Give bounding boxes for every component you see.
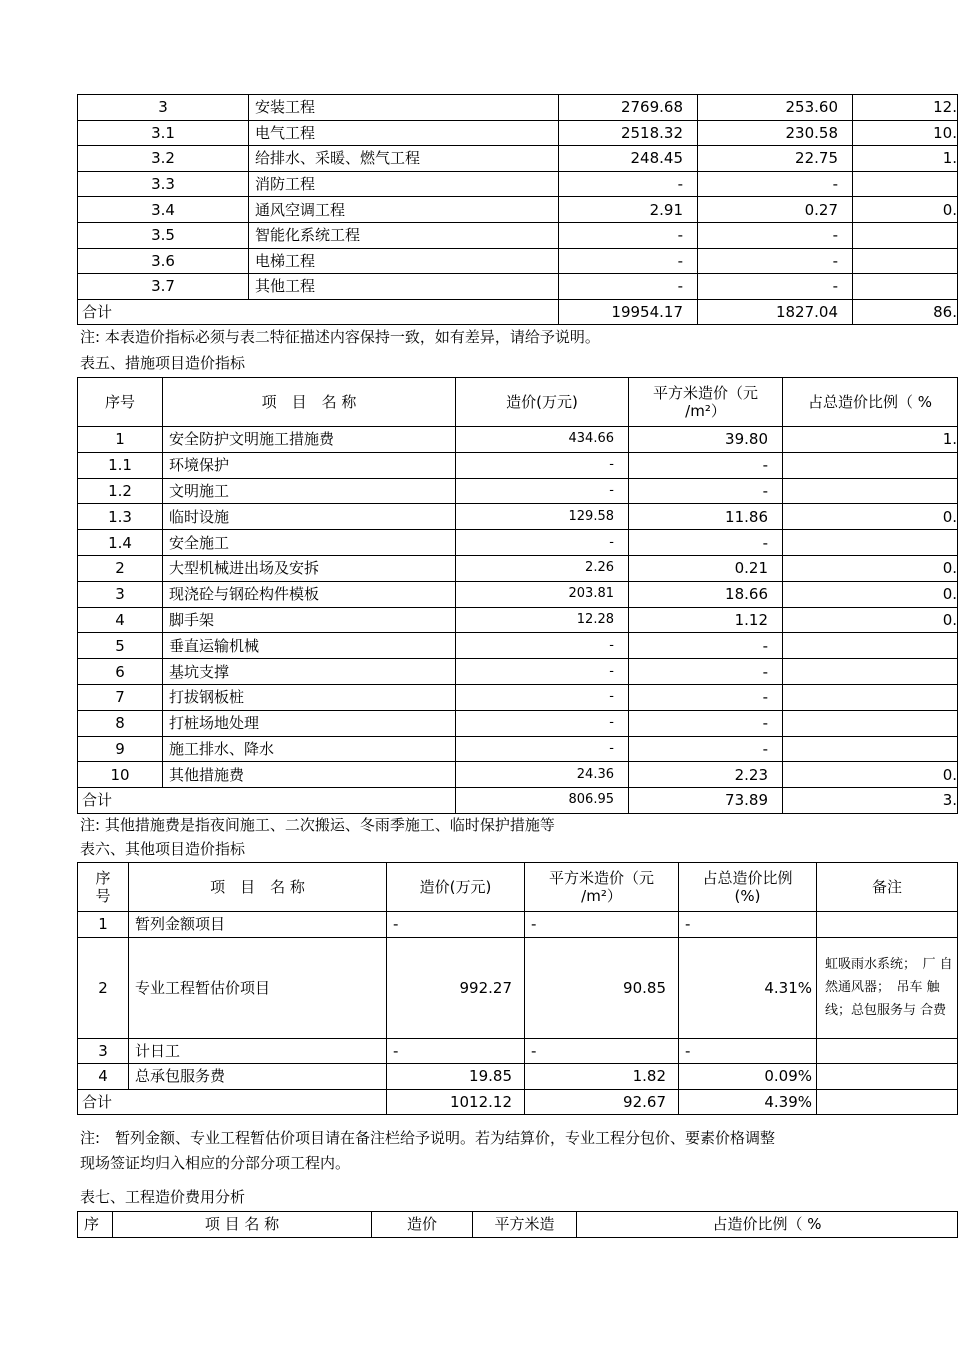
header-no-line1: 序: [95, 869, 111, 887]
row-name: 基坑支撑: [163, 659, 456, 685]
row-remark: [817, 912, 958, 938]
row-per-m2: 22.75: [698, 146, 853, 172]
row-no: 1: [78, 427, 163, 453]
row-no: 9: [78, 736, 163, 762]
table5-header-row: [78, 378, 958, 427]
header-ratio: 占总造价比例（ %: [783, 378, 958, 427]
row-per-m2: 0.21: [629, 555, 783, 581]
row-cost: -: [456, 684, 629, 710]
row-per-m2: -: [629, 452, 783, 478]
table7: [77, 1211, 958, 1238]
table-row: [78, 248, 958, 274]
table-row: [78, 504, 958, 530]
row-name: 大型机械进出场及安拆: [163, 555, 456, 581]
row-name: 消防工程: [249, 171, 559, 197]
table-row: [78, 659, 958, 685]
table-row: [78, 120, 958, 146]
row-remark: [817, 1064, 958, 1090]
header-name: 项 目 名 称: [113, 1212, 372, 1238]
row-name: 总承包服务费: [129, 1064, 387, 1090]
row-no: 3.5: [78, 222, 249, 248]
table-row: [78, 478, 958, 504]
row-no: 1: [78, 912, 129, 938]
row-ratio: [783, 659, 958, 685]
row-ratio: [853, 171, 958, 197]
row-no: 3.2: [78, 146, 249, 172]
row-cost: 2769.68: [559, 95, 698, 121]
row-per-m2: -: [698, 274, 853, 300]
row-cost: -: [456, 530, 629, 556]
row-cost: -: [559, 248, 698, 274]
row-name: 环境保护: [163, 452, 456, 478]
table-row: [78, 530, 958, 556]
row-name: 暂列金额项目: [129, 912, 387, 938]
total-cost: 19954.17: [559, 299, 698, 325]
row-name: 文明施工: [163, 478, 456, 504]
table-total-row: [78, 788, 958, 814]
row-cost: -: [559, 222, 698, 248]
header-ratio: 占造价比例（ %: [577, 1212, 958, 1238]
row-no: 1.2: [78, 478, 163, 504]
row-cost: -: [387, 1038, 525, 1064]
row-ratio: [783, 478, 958, 504]
row-per-m2: -: [525, 1038, 679, 1064]
total-label: 合计: [78, 788, 456, 814]
table-row: [78, 452, 958, 478]
row-per-m2: -: [629, 530, 783, 556]
row-ratio: 0.: [853, 197, 958, 223]
row-per-m2: -: [629, 659, 783, 685]
row-per-m2: -: [629, 710, 783, 736]
row-no: 1.1: [78, 452, 163, 478]
table5-note: 注: 其他措施费是指夜间施工、二次搬运、冬雨季施工、临时保护措施等: [80, 816, 555, 834]
total-per-m2: 1827.04: [698, 299, 853, 325]
total-ratio: 3.: [783, 788, 958, 814]
row-name: 专业工程暂估价项目: [129, 937, 387, 1038]
row-per-m2: 253.60: [698, 95, 853, 121]
row-name: 其他措施费: [163, 762, 456, 788]
row-no: 3: [78, 581, 163, 607]
table-row: [78, 1064, 958, 1090]
row-name: 智能化系统工程: [249, 222, 559, 248]
total-per-m2: 73.89: [629, 788, 783, 814]
table-row: [78, 607, 958, 633]
row-per-m2: 1.12: [629, 607, 783, 633]
row-per-m2: 11.86: [629, 504, 783, 530]
row-name: 临时设施: [163, 504, 456, 530]
total-cost: 806.95: [456, 788, 629, 814]
row-no: 6: [78, 659, 163, 685]
row-no: 2: [78, 937, 129, 1038]
row-cost: 203.81: [456, 581, 629, 607]
row-per-m2: 1.82: [525, 1064, 679, 1090]
total-label: 合计: [78, 299, 559, 325]
row-per-m2: -: [629, 736, 783, 762]
row-ratio: [783, 452, 958, 478]
row-no: 3.4: [78, 197, 249, 223]
header-per-m2-line1: 平方米造价（元: [652, 384, 758, 402]
row-ratio: 1.: [783, 427, 958, 453]
row-ratio: [783, 633, 958, 659]
table-row: [78, 684, 958, 710]
row-cost: -: [456, 736, 629, 762]
table7-header-row: [78, 1212, 958, 1238]
table5-title: 表五、措施项目造价指标: [80, 354, 246, 372]
header-ratio-line2: (%): [734, 887, 761, 905]
row-no: 2: [78, 555, 163, 581]
row-cost: 12.28: [456, 607, 629, 633]
row-per-m2: -: [629, 684, 783, 710]
table-row: [78, 762, 958, 788]
row-per-m2: 18.66: [629, 581, 783, 607]
header-cost: 造价: [372, 1212, 473, 1238]
row-cost: -: [559, 171, 698, 197]
table-row: [78, 937, 958, 1038]
row-per-m2: 2.23: [629, 762, 783, 788]
row-cost: -: [456, 633, 629, 659]
row-name: 安全施工: [163, 530, 456, 556]
table6: [77, 862, 958, 1115]
row-no: 3.6: [78, 248, 249, 274]
header-no-line2: 号: [95, 887, 111, 905]
row-per-m2: 90.85: [525, 937, 679, 1038]
total-per-m2: 92.67: [525, 1089, 679, 1115]
row-no: 3.7: [78, 274, 249, 300]
table-row: [78, 146, 958, 172]
row-ratio: -: [679, 912, 817, 938]
table6-title: 表六、其他项目造价指标: [80, 840, 246, 858]
row-ratio: [783, 736, 958, 762]
row-cost: 248.45: [559, 146, 698, 172]
row-cost: -: [456, 710, 629, 736]
row-per-m2: 0.27: [698, 197, 853, 223]
row-per-m2: -: [629, 633, 783, 659]
row-ratio: [853, 222, 958, 248]
row-no: 3.3: [78, 171, 249, 197]
header-no: [78, 863, 129, 912]
row-per-m2: -: [629, 478, 783, 504]
row-cost: 2.26: [456, 555, 629, 581]
row-no: 3: [78, 1038, 129, 1064]
row-ratio: 0.: [783, 607, 958, 633]
table-row: [78, 95, 958, 121]
row-no: 7: [78, 684, 163, 710]
table-row: [78, 633, 958, 659]
row-ratio: 10.: [853, 120, 958, 146]
table6-note-line2: 现场签证均归入相应的分部分项工程内。: [80, 1154, 351, 1172]
row-cost: 992.27: [387, 937, 525, 1038]
table-total-row: [78, 299, 958, 325]
row-no: 5: [78, 633, 163, 659]
row-name: 计日工: [129, 1038, 387, 1064]
row-ratio: [853, 274, 958, 300]
row-cost: -: [456, 659, 629, 685]
row-ratio: -: [679, 1038, 817, 1064]
table6-header-row: [78, 863, 958, 912]
table6-note-line1: 注: 暂列金额、专业工程暂估价项目请在备注栏给予说明。若为结算价，专业工程分包价、要素价格调整: [80, 1129, 776, 1147]
row-name: 脚手架: [163, 607, 456, 633]
row-no: 8: [78, 710, 163, 736]
row-cost: 19.85: [387, 1064, 525, 1090]
header-per-m2-line1: 平方米造价（元: [548, 869, 654, 887]
row-name: 垂直运输机械: [163, 633, 456, 659]
row-name: 其他工程: [249, 274, 559, 300]
header-name: 项 目 名 称: [163, 378, 456, 427]
total-ratio: 86.: [853, 299, 958, 325]
total-remark: [817, 1089, 958, 1115]
header-per-m2-line2: /m²）: [581, 887, 622, 905]
row-cost: -: [559, 274, 698, 300]
row-per-m2: -: [698, 171, 853, 197]
row-ratio: [783, 530, 958, 556]
header-ratio-line1: 占总造价比例: [702, 869, 793, 887]
row-ratio: 0.: [783, 581, 958, 607]
row-name: 安装工程: [249, 95, 559, 121]
row-ratio: 0.: [783, 555, 958, 581]
row-cost: 2518.32: [559, 120, 698, 146]
row-ratio: 12.: [853, 95, 958, 121]
row-ratio: [783, 710, 958, 736]
header-ratio: [679, 863, 817, 912]
header-cost: 造价(万元): [456, 378, 629, 427]
row-name: 安全防护文明施工措施费: [163, 427, 456, 453]
table-row: [78, 912, 958, 938]
row-name: 施工排水、降水: [163, 736, 456, 762]
table-row: [78, 581, 958, 607]
row-ratio: 0.: [783, 762, 958, 788]
table-row: [78, 710, 958, 736]
header-no: 序: [78, 1212, 113, 1238]
total-label: 合计: [78, 1089, 387, 1115]
row-name: 打拔钢板桩: [163, 684, 456, 710]
row-no: 10: [78, 762, 163, 788]
row-no: 1.3: [78, 504, 163, 530]
row-cost: 2.91: [559, 197, 698, 223]
row-cost: -: [456, 452, 629, 478]
row-ratio: 0.09%: [679, 1064, 817, 1090]
row-cost: 24.36: [456, 762, 629, 788]
row-per-m2: 230.58: [698, 120, 853, 146]
table-row: [78, 427, 958, 453]
row-cost: 129.58: [456, 504, 629, 530]
row-cost: -: [456, 478, 629, 504]
table-row: [78, 1038, 958, 1064]
header-name: 项 目 名 称: [129, 863, 387, 912]
row-name: 电气工程: [249, 120, 559, 146]
header-no: 序号: [78, 378, 163, 427]
table4: [77, 94, 958, 325]
row-per-m2: -: [698, 248, 853, 274]
row-name: 给排水、采暖、燃气工程: [249, 146, 559, 172]
table-row: [78, 197, 958, 223]
row-per-m2: 39.80: [629, 427, 783, 453]
row-name: 现浇砼与钢砼构件模板: [163, 581, 456, 607]
row-cost: 434.66: [456, 427, 629, 453]
row-per-m2: -: [525, 912, 679, 938]
row-ratio: 4.31%: [679, 937, 817, 1038]
row-no: 4: [78, 607, 163, 633]
row-no: 3.1: [78, 120, 249, 146]
table-row: [78, 274, 958, 300]
table-row: [78, 736, 958, 762]
row-name: 打桩场地处理: [163, 710, 456, 736]
header-per-m2-line2: /m²）: [685, 402, 726, 420]
header-per-m2: 平方米造: [473, 1212, 577, 1238]
row-no: 3: [78, 95, 249, 121]
row-remark: 虹吸雨水系统； 厂 自然通风器； 吊车 触线；总包服务与 合费: [817, 937, 958, 1038]
total-cost: 1012.12: [387, 1089, 525, 1115]
row-ratio: 0.: [783, 504, 958, 530]
row-remark: [817, 1038, 958, 1064]
table7-title: 表七、工程造价费用分析: [80, 1188, 246, 1206]
table-row: [78, 555, 958, 581]
table-row: [78, 171, 958, 197]
row-ratio: [853, 248, 958, 274]
header-remark: 备注: [817, 863, 958, 912]
row-ratio: [783, 684, 958, 710]
row-no: 4: [78, 1064, 129, 1090]
header-per-m2: [629, 378, 783, 427]
row-ratio: 1.: [853, 146, 958, 172]
table4-note: 注: 本表造价指标必须与表二特征描述内容保持一致，如有差异，请给予说明。: [80, 328, 600, 346]
total-ratio: 4.39%: [679, 1089, 817, 1115]
row-name: 电梯工程: [249, 248, 559, 274]
row-per-m2: -: [698, 222, 853, 248]
table-row: [78, 222, 958, 248]
row-no: 1.4: [78, 530, 163, 556]
row-name: 通风空调工程: [249, 197, 559, 223]
row-cost: -: [387, 912, 525, 938]
header-cost: 造价(万元): [387, 863, 525, 912]
table-total-row: [78, 1089, 958, 1115]
table5: [77, 377, 958, 814]
header-per-m2: [525, 863, 679, 912]
